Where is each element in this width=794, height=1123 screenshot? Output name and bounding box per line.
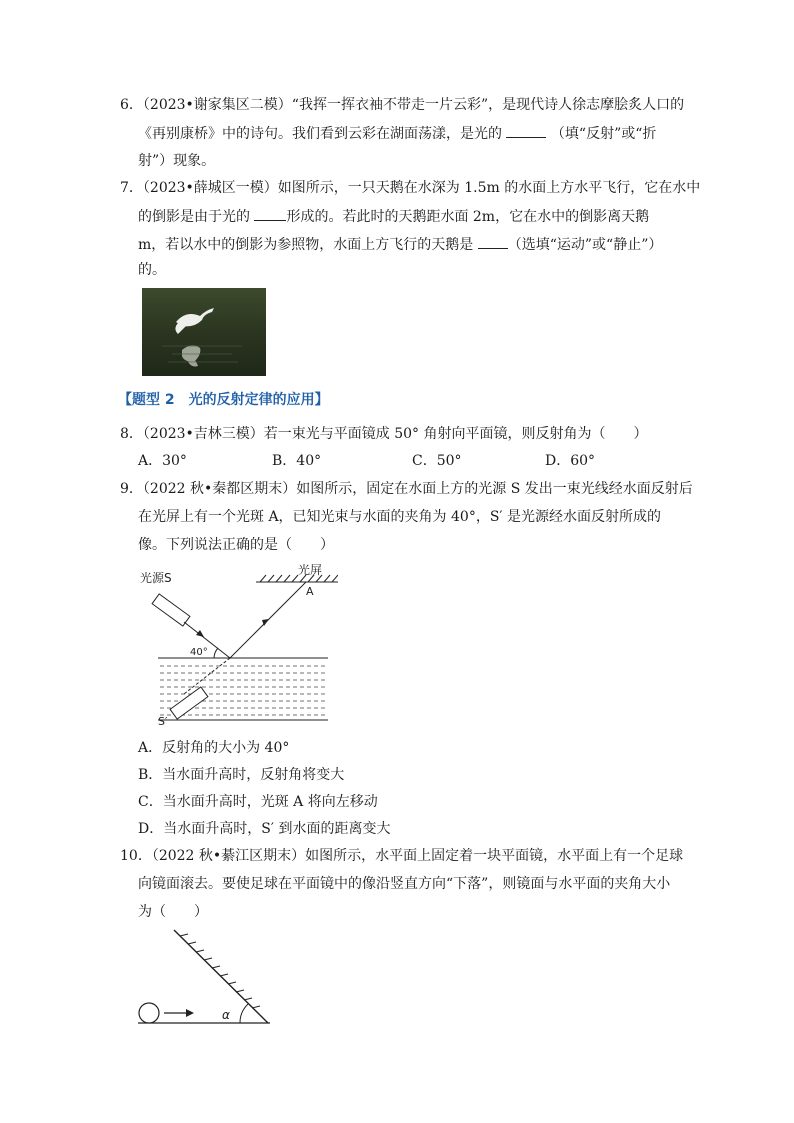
q6-line2-b: （填“反射”或“折: [550, 126, 657, 142]
q7-blank-1[interactable]: [254, 206, 286, 221]
image-label: S′: [158, 715, 168, 728]
q10-line3: 为（ ）: [138, 904, 208, 920]
image-extension-line: [184, 658, 230, 694]
q7-line3: [138, 234, 662, 255]
q7-blank-3[interactable]: [478, 234, 508, 249]
alpha-label: α: [222, 1008, 230, 1022]
q7-line2-a: 的倒影是由于光的: [138, 209, 250, 225]
q6-line2-a: 《再别康桥》中的诗句。我们看到云彩在湖面荡漾，是光的: [138, 126, 502, 142]
q10-line2: 向镜面滚去。要使足球在平面镜中的像沿竖直方向“下落”，则镜面与水平面的夹角大小: [138, 876, 671, 892]
q9-option-d[interactable]: D．当水面升高时，S′ 到水面的距离变大: [138, 821, 391, 837]
q6-line2: [138, 123, 656, 144]
section-heading: 【题型 2 光的反射定律的应用】: [118, 392, 329, 408]
q6-line1: 6．（2023•谢家集区二模）“我挥一挥衣袖不带走一片云彩”，是现代诗人徐志摩脍炙人口的: [120, 97, 685, 113]
screen-label: 光屏: [298, 563, 323, 577]
spot-label: A: [306, 585, 314, 598]
q7-line1: 7．（2023•薛城区一模）如图所示，一只天鹅在水深为 1.5m 的水面上方水平飞行，它在水中: [120, 180, 701, 196]
mirror-hatching: [180, 934, 260, 1008]
q6-answer-blank[interactable]: [506, 123, 546, 138]
swan-photo: [142, 288, 266, 376]
incident-arrow: [196, 630, 204, 637]
q7-line2-b: 形成的。若此时的天鹅距水面 2m，它在水中的倒影离天鹅: [286, 209, 650, 225]
angle-arc: [214, 648, 218, 658]
q7-line3-b: （选填“运动”或“静止”）: [507, 237, 663, 253]
q9-option-b[interactable]: B．当水面升高时，反射角将变大: [138, 767, 345, 783]
q8-option-c[interactable]: C．50°: [412, 453, 462, 469]
q8-stem: 8．（2023•吉林三模）若一束光与平面镜成 50° 角射向平面镜，则反射角为（ ）: [120, 426, 648, 442]
light-source-box: [152, 594, 190, 626]
q9-line1: 9．（2022 秋•秦都区期末）如图所示，固定在水面上方的光源 S 发出一束光线经水面反射后: [120, 481, 693, 497]
mirror-diagram: [136, 926, 276, 1030]
reflection-diagram: [138, 562, 338, 732]
ball: [139, 1003, 159, 1023]
motion-arrow-head: [186, 1009, 194, 1017]
q9-line3: 像。下列说法正确的是（ ）: [138, 537, 334, 553]
q7-line2: [138, 206, 649, 227]
source-label: 光源S: [140, 571, 172, 585]
q6-line3: 射”）现象。: [138, 153, 216, 169]
angle-label: 40°: [190, 647, 208, 658]
q8-option-d[interactable]: D．60°: [545, 453, 596, 469]
q7-line3-a: m，若以水中的倒影为参照物，水面上方飞行的天鹅是: [138, 237, 474, 253]
q7-line4: 的。: [138, 262, 166, 278]
swan-illustration: [142, 288, 266, 376]
q9-line2: 在光屏上有一个光斑 A，已知光束与水面的夹角为 40°，S′ 是光源经水面反射所成的: [138, 509, 662, 525]
q8-option-b[interactable]: B．40°: [272, 453, 322, 469]
q8-option-a[interactable]: A．30°: [138, 453, 187, 469]
q9-option-a[interactable]: A．反射角的大小为 40°: [138, 740, 290, 756]
image-source-box: [170, 687, 208, 719]
alpha-arc: [240, 1004, 248, 1023]
q10-line1: 10．（2022 秋•綦江区期末）如图所示，水平面上固定着一块平面镜，水平面上有一个足球: [120, 848, 684, 864]
q9-option-c[interactable]: C．当水面升高时，光斑 A 将向左移动: [138, 794, 378, 810]
